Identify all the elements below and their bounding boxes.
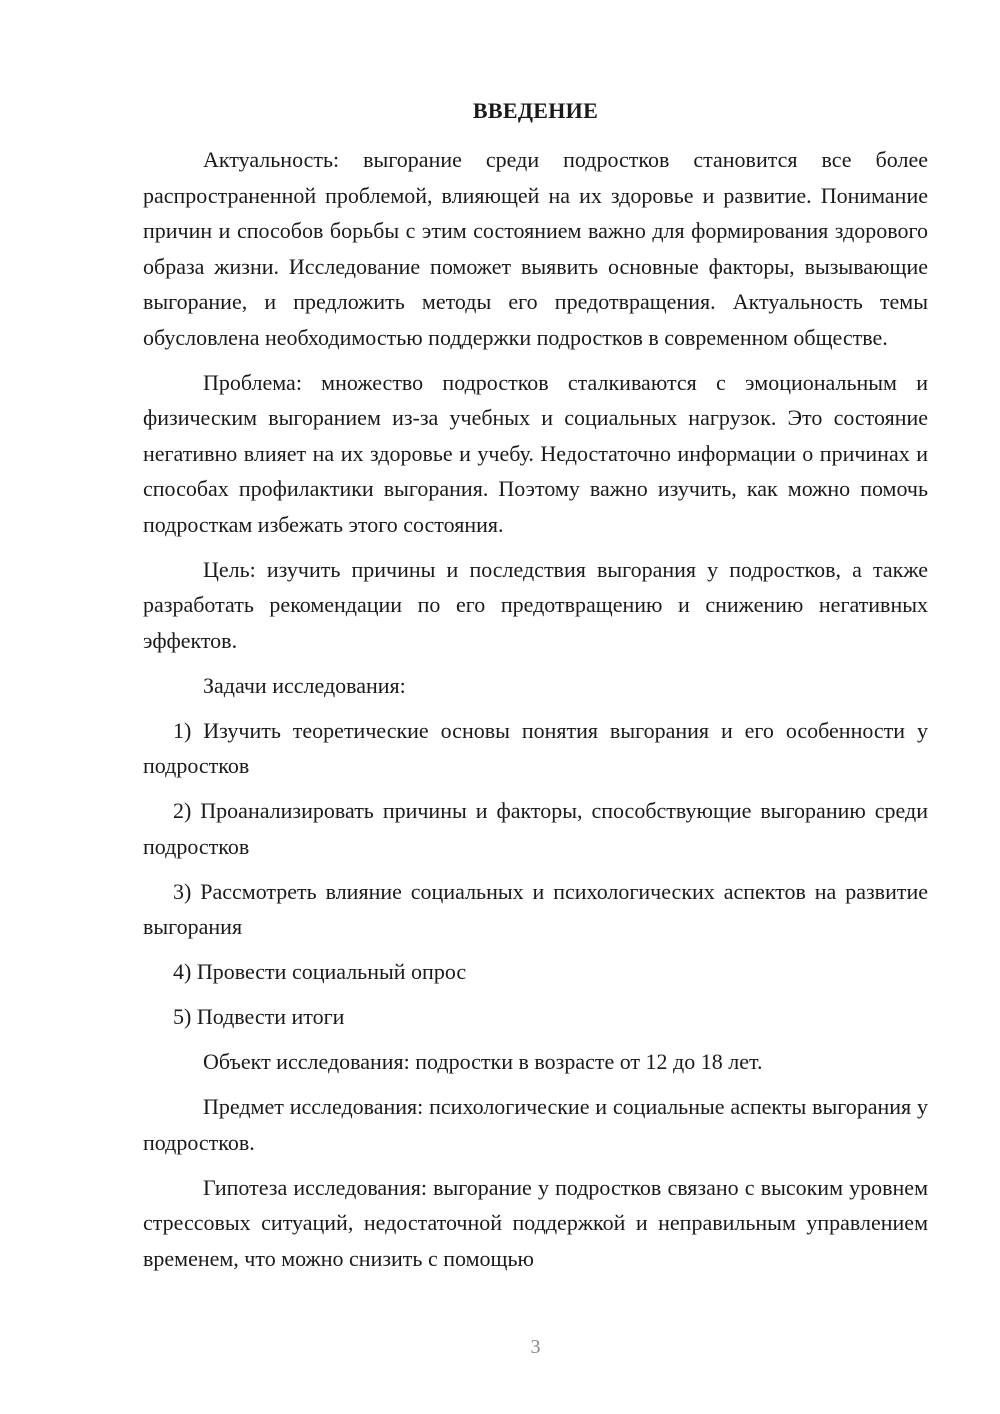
paragraph-relevance: Актуальность: выгорание среди подростков становится все более распространенной проблемой, влияющей на их здоровье и развитие. Понимание причин и способов борьбы с этим состоянием важно для формирования здорового образа жизни. Исследование поможет выявить основные факторы, вызывающие выгорание, и предложить методы его предотвращения. Актуальность темы обусловлена необходимостью поддержки подростков в современном обществе.: [143, 147, 928, 350]
task-list-item: 5) Подвести итоги: [173, 1004, 345, 1029]
paragraph-goal: Цель: изучить причины и последствия выгорания у подростков, а также разработать рекомендации по его предотвращению и снижению негативных эффектов.: [143, 556, 928, 653]
task-list-item: 3) Рассмотреть влияние социальных и психологических аспектов на развитие выгорания: [143, 878, 928, 939]
paragraph-object: Объект исследования: подростки в возрасте от 12 до 18 лет.: [203, 1049, 763, 1074]
paragraph-problem: Проблема: множество подростков сталкиваются с эмоциональным и физическим выгоранием из-за учебных и социальных нагрузок. Это состояние негативно влияет на их здоровье и учебу. Недостаточно информации о причинах и способах профилактики выгорания. Поэтому важно изучить, как можно помочь подросткам избежать этого состояния.: [143, 369, 928, 537]
task-list-item: 1) Изучить теоретические основы понятия выгорания и его особенности у подростков: [143, 717, 928, 778]
document-body: [143, 142, 928, 1286]
task-list-item: 4) Провести социальный опрос: [173, 959, 467, 984]
paragraph-hypothesis: Гипотеза исследования: выгорание у подростков связано с высоким уровнем стрессовых ситуаций, недостаточной поддержкой и неправильным управлением временем, что можно снизить с помощью: [143, 1174, 928, 1271]
section-heading: ВВЕДЕНИЕ: [472, 98, 599, 123]
paragraph-tasks-heading: Задачи исследования:: [203, 672, 406, 698]
task-list-item: 2) Проанализировать причины и факторы, способствующие выгоранию среди подростков: [143, 798, 928, 859]
paragraph-subject: Предмет исследования: психологические и социальные аспекты выгорания у подростков.: [143, 1094, 928, 1155]
page-number: 3: [530, 1336, 541, 1358]
document-page: [143, 0, 928, 1414]
